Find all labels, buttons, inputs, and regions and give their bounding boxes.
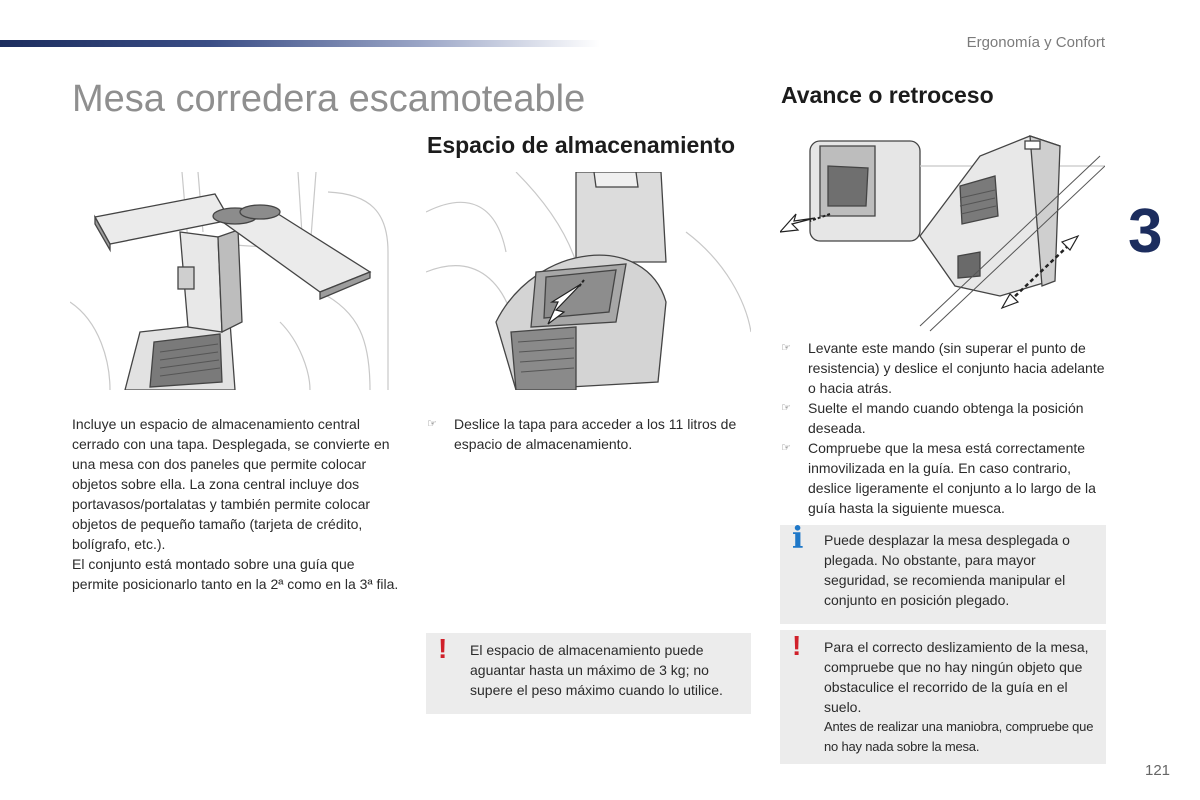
list-item-text: Deslice la tapa para acceder a los 11 litros de espacio de almacenamiento. [454,416,737,452]
page-title: Mesa corredera escamoteable [72,78,586,120]
list-item-text: Levante este mando (sin superar el punto de resistencia) y deslice el conjunto hacia adelante o hacia atrás. [808,340,1105,396]
storage-warning-text: El espacio de almacenamiento puede aguantar hasta un máximo de 3 kg; no supere el peso máximo cuando lo utilice. [470,642,723,698]
storage-compartment-illustration [426,172,751,390]
deployed-table-illustration [70,172,395,390]
intro-paragraph-2: El conjunto está montado sobre una guía que permite posicionarlo tanto en la 2ª como en la 3ª fila. [72,556,399,592]
storage-heading: Espacio de almacenamiento [427,132,736,158]
advance-heading: Avance o retroceso [781,82,994,108]
warning-icon: ! [438,633,448,664]
advance-instructions [781,338,1111,518]
pointing-hand-icon: ☞ [427,418,437,430]
list-item [427,414,757,454]
warning-icon: ! [792,630,802,661]
list-item-text: Compruebe que la mesa está correctamente inmovilizada en la guía. En caso contrario, deslice ligeramente el conjunto a lo largo de la guía hasta la siguiente muesca. [808,440,1096,516]
info-box [780,521,1106,624]
list-item [781,438,1111,518]
section-title: Ergonomía y Confort [966,34,1105,51]
info-text: Puede desplazar la mesa desplegada o plegada. No obstante, para mayor seguridad, se recomienda manipular el conjunto en posición plegado. [824,532,1070,608]
info-icon: i [792,521,804,556]
advance-warning-box [780,630,1106,764]
list-item-text: Suelte el mando cuando obtenga la posición deseada. [808,400,1084,436]
chapter-number: 3 [1128,197,1163,266]
storage-warning-box [426,633,751,714]
intro-paragraph-1: Incluye un espacio de almacenamiento central cerrado con una tapa. Desplegada, se convierte en una mesa con dos paneles que permite colocar objetos sobre ella. La zona central incluye dos portavasos/portalatas y también permite colocar objetos de pequeño tamaño (tarjeta de crédito, bolígrafo, etc.). [72,416,390,552]
pointing-hand-icon: ☞ [781,442,791,454]
pointing-hand-icon: ☞ [781,402,791,414]
advance-warning-text: Para el correcto deslizamiento de la mesa, compruebe que no hay ningún objeto que obstaculice el recorrido de la guía en el suelo. [824,639,1089,715]
pointing-hand-icon: ☞ [781,342,791,354]
header-gradient-bar [0,40,600,47]
storage-instructions [427,414,757,454]
intro-text [72,414,402,594]
slide-rail-illustration [780,126,1105,334]
list-item [781,338,1111,398]
list-item [781,398,1111,438]
page-number: 121 [1145,762,1171,779]
advance-warning-extra: Antes de realizar una maniobra, compruebe que no hay nada sobre la mesa. [824,719,1094,754]
advance-warning-content [824,637,1099,757]
